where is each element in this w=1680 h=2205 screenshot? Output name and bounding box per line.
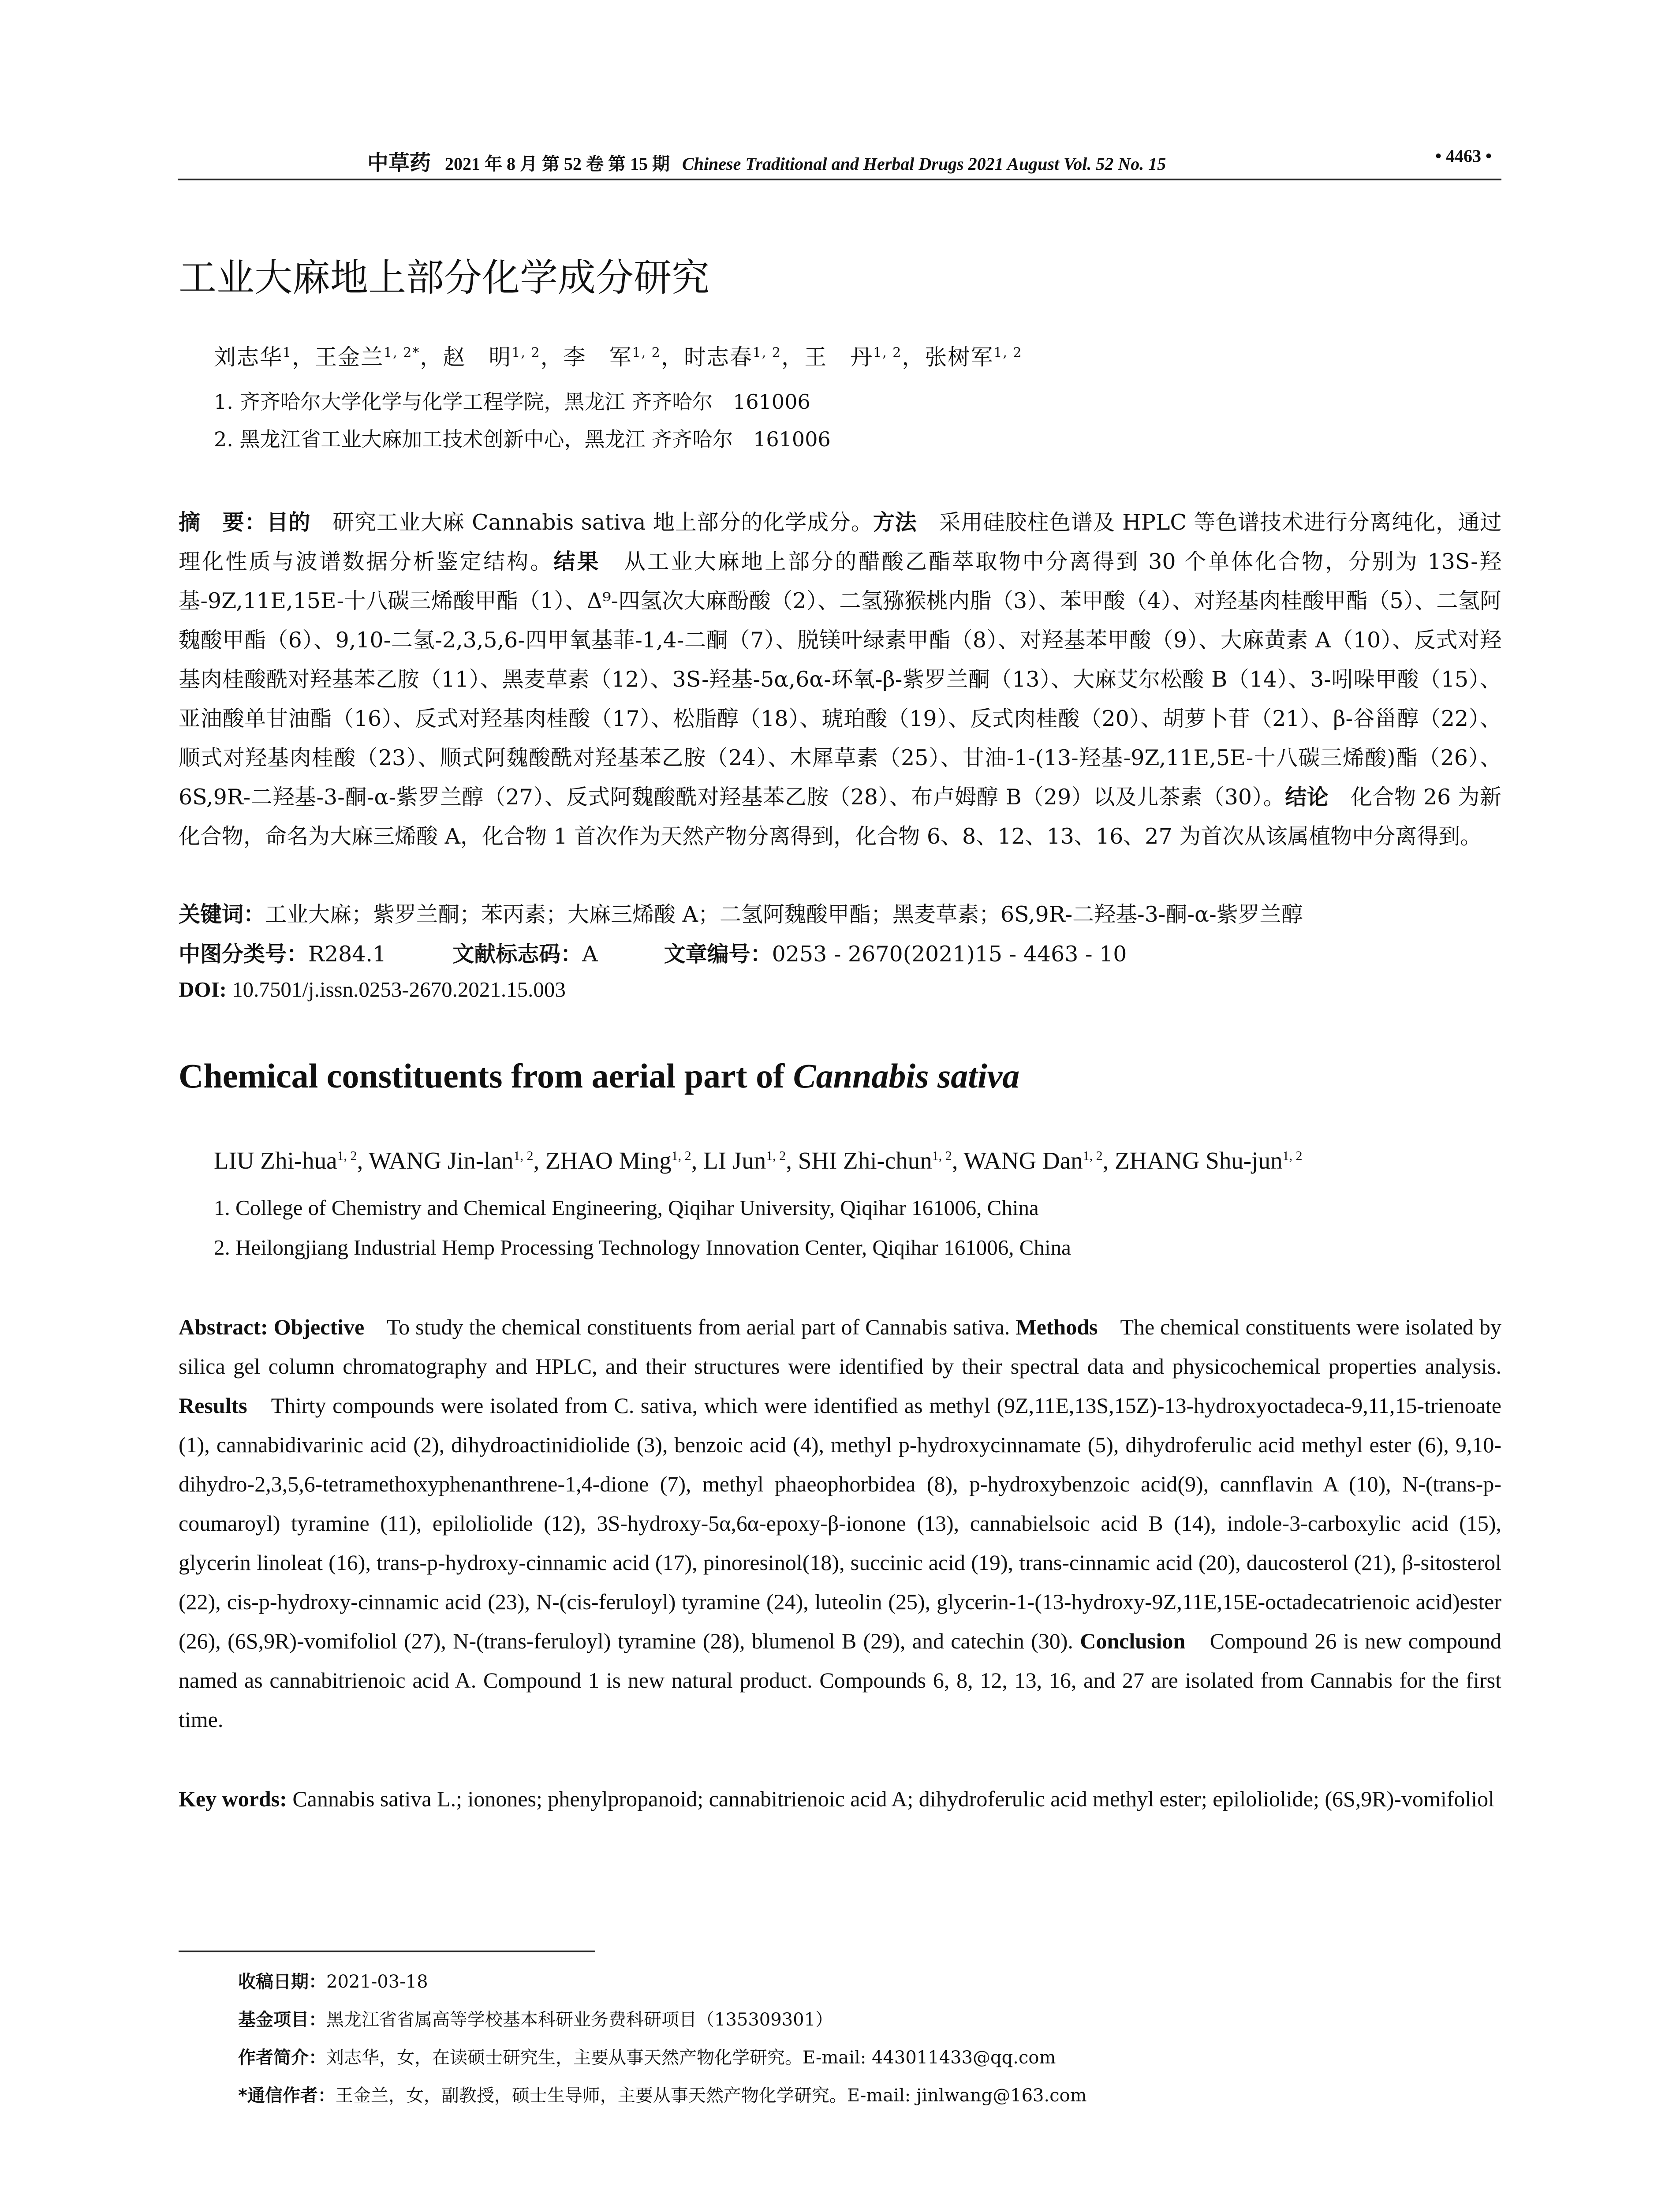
keywords-en-text: Cannabis sativa L.; ionones; phenylpropanoid; cannabitrienoic acid A; dihydroferulic acid methyl ester; epiloliolide; (6S,9R)-vomifoliol — [292, 1786, 1495, 1811]
author-cn-separator: ， — [292, 344, 315, 370]
clc-value: R284.1 — [308, 942, 387, 967]
author-cn-affiliation-mark: 1, 2 — [632, 345, 661, 361]
author-en-affiliation-mark: 1, 2 — [766, 1148, 786, 1163]
author-cn-separator: ， — [540, 344, 564, 370]
author-cn-name: 张树军 — [925, 344, 994, 370]
author-cn-name: 李 军 — [563, 344, 632, 370]
keywords-cn — [179, 897, 1303, 928]
results-label: 结果 — [553, 549, 601, 574]
author-en-separator: , — [786, 1147, 798, 1174]
author-en-affiliation-mark: 1, 2 — [1083, 1148, 1103, 1163]
author-en-separator: , — [357, 1147, 369, 1174]
author-en-separator: , — [691, 1147, 704, 1174]
objective-label: 目的 — [266, 510, 311, 535]
article-no-value: 0253 - 2670(2021)15 - 4463 - 10 — [772, 942, 1127, 967]
author-cn-affiliation-mark: 1, 2 — [752, 345, 782, 361]
author-en-name: WANG Jin-lan — [369, 1147, 514, 1174]
author-en-affiliation-mark: 1, 2 — [1282, 1148, 1303, 1163]
journal-en: Chinese Traditional and Herbal Drugs 2021 August Vol. 52 No. 15 — [682, 154, 1166, 174]
footnote-fund — [238, 2006, 833, 2031]
article-no-label: 文章编号： — [664, 942, 772, 967]
doi-line — [179, 977, 566, 1002]
title-en — [179, 1056, 1019, 1096]
footnote-author-text: 刘志华，女，在读硕士研究生，主要从事天然产物化学研究。E-mail: 443011433@qq.com — [326, 2048, 1056, 2068]
author-cn-separator: ， — [661, 344, 684, 370]
author-en-affiliation-mark: 1, 2 — [932, 1148, 952, 1163]
author-cn-separator: ， — [902, 344, 925, 370]
methods-label: 方法 — [873, 510, 917, 535]
results-en-text: Thirty compounds were isolated from C. sativa, which were identified as methyl (9Z,11E,13S,15Z)-13-hydroxyoctadeca-9,11,15-trienoate (1), cannabidivarinic acid (2), dihydroactinidiolide (3), benzoic acid (4), methyl p-hydroxycinnamate (5), dihydroferulic acid methyl ester (6), 9,10-dihydro-2,3,5,6-tetramethoxyphenanthrene-1,4-dione (7), methyl phaeophorbidea (8), p-hydroxybenzoic acid(9), cannflavin A (10), N-(trans-p-coumaroyl) tyramine (11), epiloliolide (12), 3S-hydroxy-5α,6α-epoxy-β-ionone (13), cannabielsoic acid B (14), indole-3-carboxylic acid (15), glycerin linoleat (16), trans-p-hydroxy-cinnamic acid (17), pinoresinol(18), succinic acid (19), trans-cinnamic acid (20), daucosterol (21), β-sitosterol (22), cis-p-hydroxy-cinnamic acid (23), N-(cis-feruloyl) tyramine (24), luteolin (25), glycerin-1-(13-hydroxy-9Z,11E,15E-octadecatrienoic acid)ester (26), (6S,9R)-vomifoliol (27), N-(trans-feruloyl) tyramine (28), blumenol B (29), and catechin (30). — [179, 1393, 1501, 1653]
author-en-separator: , — [1102, 1147, 1115, 1174]
abstract-cn — [179, 503, 1501, 856]
footnote-corresponding-text: 王金兰，女，副教授，硕士生导师，主要从事天然产物化学研究。E-mail: jinlwang@163.com — [335, 2085, 1087, 2106]
title-cn: 工业大麻地上部分化学成分研究 — [179, 256, 709, 300]
author-cn-name: 王 丹 — [804, 344, 874, 370]
footnote-corresponding — [238, 2082, 1087, 2107]
footnote-author-label: 作者简介： — [238, 2048, 326, 2068]
keywords-cn-label: 关键词： — [179, 902, 265, 927]
header-rule — [178, 179, 1501, 180]
author-cn-name: 王金兰 — [315, 344, 384, 370]
methods-text: 采用硅胶柱色谱及 HPLC 等色谱技术进行分离纯化，通过理化性质与波谱数据分析鉴定结构。 — [179, 510, 1501, 574]
affiliation-cn-2: 2. 黑龙江省工业大麻加工技术创新中心，黑龙江 齐齐哈尔 161006 — [214, 427, 831, 451]
header-left — [367, 146, 1166, 176]
doi-label: DOI: — [179, 977, 227, 1002]
author-en-separator: , — [533, 1147, 545, 1174]
conclusion-en-text: Compound 26 is new compound named as cannabitrienoic acid A. Compound 1 is new natural product. Compounds 6, 8, 12, 13, 16, and 27 are isolated from Cannabis for the first time. — [179, 1629, 1501, 1732]
title-en-main: Chemical constituents from aerial part of — [179, 1057, 793, 1095]
journal-logo-cn: 中草药 — [367, 151, 431, 175]
objective-text: 研究工业大麻 Cannabis sativa 地上部分的化学成分。 — [310, 510, 873, 535]
results-text: 从工业大麻地上部分的醋酸乙酯萃取物中分离得到 30 个单体化合物，分别为 13S-羟基-9Z,11E,15E-十八碳三烯酸甲酯（1）、Δ⁹-四氢次大麻酚酸（2）、二氢猕猴桃内脂（3）、苯甲酸（4）、对羟基肉桂酸甲酯（5）、二氢阿魏酸甲酯（6）、9,10-二氢-2,3,5,6-四甲氧基菲-1,4-二酮（7）、脱镁叶绿素甲酯（8）、对羟基苯甲酸（9）、大麻黄素 A（10）、反式对羟基肉桂酸酰对羟基苯乙胺（11）、黑麦草素（12）、3S-羟基-5α,6α-环氧-β-紫罗兰酮（13）、大麻艾尔松酸 B（14）、3-吲哚甲酸（15）、亚油酸单甘油酯（16）、反式对羟基肉桂酸（17）、松脂醇（18）、琥珀酸（19）、反式肉桂酸（20）、胡萝卜苷（21）、β-谷甾醇（22）、顺式对羟基肉桂酸（23）、顺式阿魏酸酰对羟基苯乙胺（24）、木犀草素（25）、甘油-1-(13-羟基-9Z,11E,5E-十八碳三烯酸)酯（26）、6S,9R-二羟基-3-酮-α-紫罗兰醇（27）、反式阿魏酸酰对羟基苯乙胺（28）、布卢姆醇 B（29）以及儿茶素（30）。 — [179, 549, 1501, 810]
clc-label: 中图分类号： — [179, 942, 309, 967]
author-en-name: LIU Zhi-hua — [214, 1147, 337, 1174]
issue-cn: 2021 年 8 月 第 52 卷 第 15 期 — [445, 154, 670, 174]
objective-en-text: To study the chemical constituents from aerial part of Cannabis sativa. — [364, 1315, 1016, 1339]
author-en-affiliation-mark: 1, 2 — [671, 1148, 691, 1163]
doi-value: 10.7501/j.issn.0253-2670.2021.15.003 — [232, 977, 566, 1002]
abstract-en — [179, 1308, 1501, 1739]
doccode-value: A — [582, 942, 598, 967]
author-cn-affiliation-mark: 1, 2 — [511, 345, 541, 361]
title-en-italic: Cannabis sativa — [793, 1057, 1020, 1095]
author-cn-name: 刘志华 — [214, 344, 283, 370]
footnote-fund-label: 基金项目： — [238, 2010, 326, 2030]
affiliation-en-2: 2. Heilongjiang Industrial Hemp Processing Technology Innovation Center, Qiqihar 161006, China — [214, 1235, 1071, 1259]
objective-en-label: Objective — [273, 1315, 365, 1339]
results-en-label: Results — [179, 1393, 247, 1418]
doccode-label: 文献标志码： — [452, 942, 582, 967]
affiliation-cn-1: 1. 齐齐哈尔大学化学与化学工程学院，黑龙江 齐齐哈尔 161006 — [214, 390, 810, 414]
conclusion-text: 化合物 26 为新化合物，命名为大麻三烯酸 A，化合物 1 首次作为天然产物分离得到，化合物 6、8、12、13、16、27 为首次从该属植物中分离得到。 — [179, 785, 1501, 849]
author-cn-affiliation-mark: 1, 2 — [993, 345, 1023, 361]
footnote-fund-text: 黑龙江省省属高等学校基本科研业务费科研项目（135309301） — [326, 2010, 833, 2030]
abstract-en-label: Abstract: — [179, 1315, 268, 1339]
keywords-en-label: Key words: — [179, 1786, 287, 1811]
conclusion-en-label: Conclusion — [1080, 1629, 1186, 1653]
abstract-cn-label: 摘 要： — [179, 510, 267, 535]
running-header — [178, 146, 1501, 181]
authors-cn — [214, 340, 1023, 371]
classification-line — [179, 937, 1127, 968]
affiliation-en-1: 1. College of Chemistry and Chemical Engineering, Qiqihar University, Qiqihar 161006, China — [214, 1196, 1039, 1220]
methods-en-label: Methods — [1015, 1315, 1098, 1339]
keywords-cn-text: 工业大麻；紫罗兰酮；苯丙素；大麻三烯酸 A；二氢阿魏酸甲酯；黑麦草素；6S,9R-二羟基-3-酮-α-紫罗兰醇 — [265, 902, 1303, 927]
author-en-affiliation-mark: 1, 2 — [337, 1148, 357, 1163]
footnote-corresponding-label: *通信作者： — [238, 2085, 336, 2106]
footnote-received — [238, 1968, 428, 1993]
conclusion-label: 结论 — [1285, 785, 1329, 810]
page-number: • 4463 • — [1435, 146, 1492, 166]
footnote-author — [238, 2044, 1056, 2069]
author-cn-name: 时志春 — [683, 344, 753, 370]
author-cn-affiliation-mark: 1 — [283, 345, 292, 361]
author-en-separator: , — [952, 1147, 964, 1174]
keywords-en — [179, 1779, 1501, 1819]
authors-en — [214, 1147, 1303, 1174]
author-en-name: ZHANG Shu-jun — [1115, 1147, 1283, 1174]
footnote-received-label: 收稿日期： — [238, 1972, 326, 1992]
footnote-rule — [179, 1951, 595, 1952]
author-cn-affiliation-mark: 1, 2 — [873, 345, 902, 361]
author-en-name: LI Jun — [703, 1147, 766, 1174]
author-en-name: WANG Dan — [963, 1147, 1083, 1174]
author-cn-separator: ， — [420, 344, 443, 370]
author-en-name: ZHAO Ming — [545, 1147, 672, 1174]
author-en-affiliation-mark: 1, 2 — [513, 1148, 534, 1163]
author-cn-affiliation-mark: 1, 2* — [384, 345, 420, 361]
methods-en-text: The chemical constituents were isolated by silica gel column chromatography and HPLC, and their structures were identified by their spectral data and physicochemical properties analysis. — [179, 1315, 1502, 1379]
author-cn-separator: ， — [781, 344, 805, 370]
author-cn-name: 赵 明 — [443, 344, 512, 370]
footnote-received-text: 2021-03-18 — [326, 1972, 428, 1992]
author-en-name: SHI Zhi-chun — [798, 1147, 932, 1174]
